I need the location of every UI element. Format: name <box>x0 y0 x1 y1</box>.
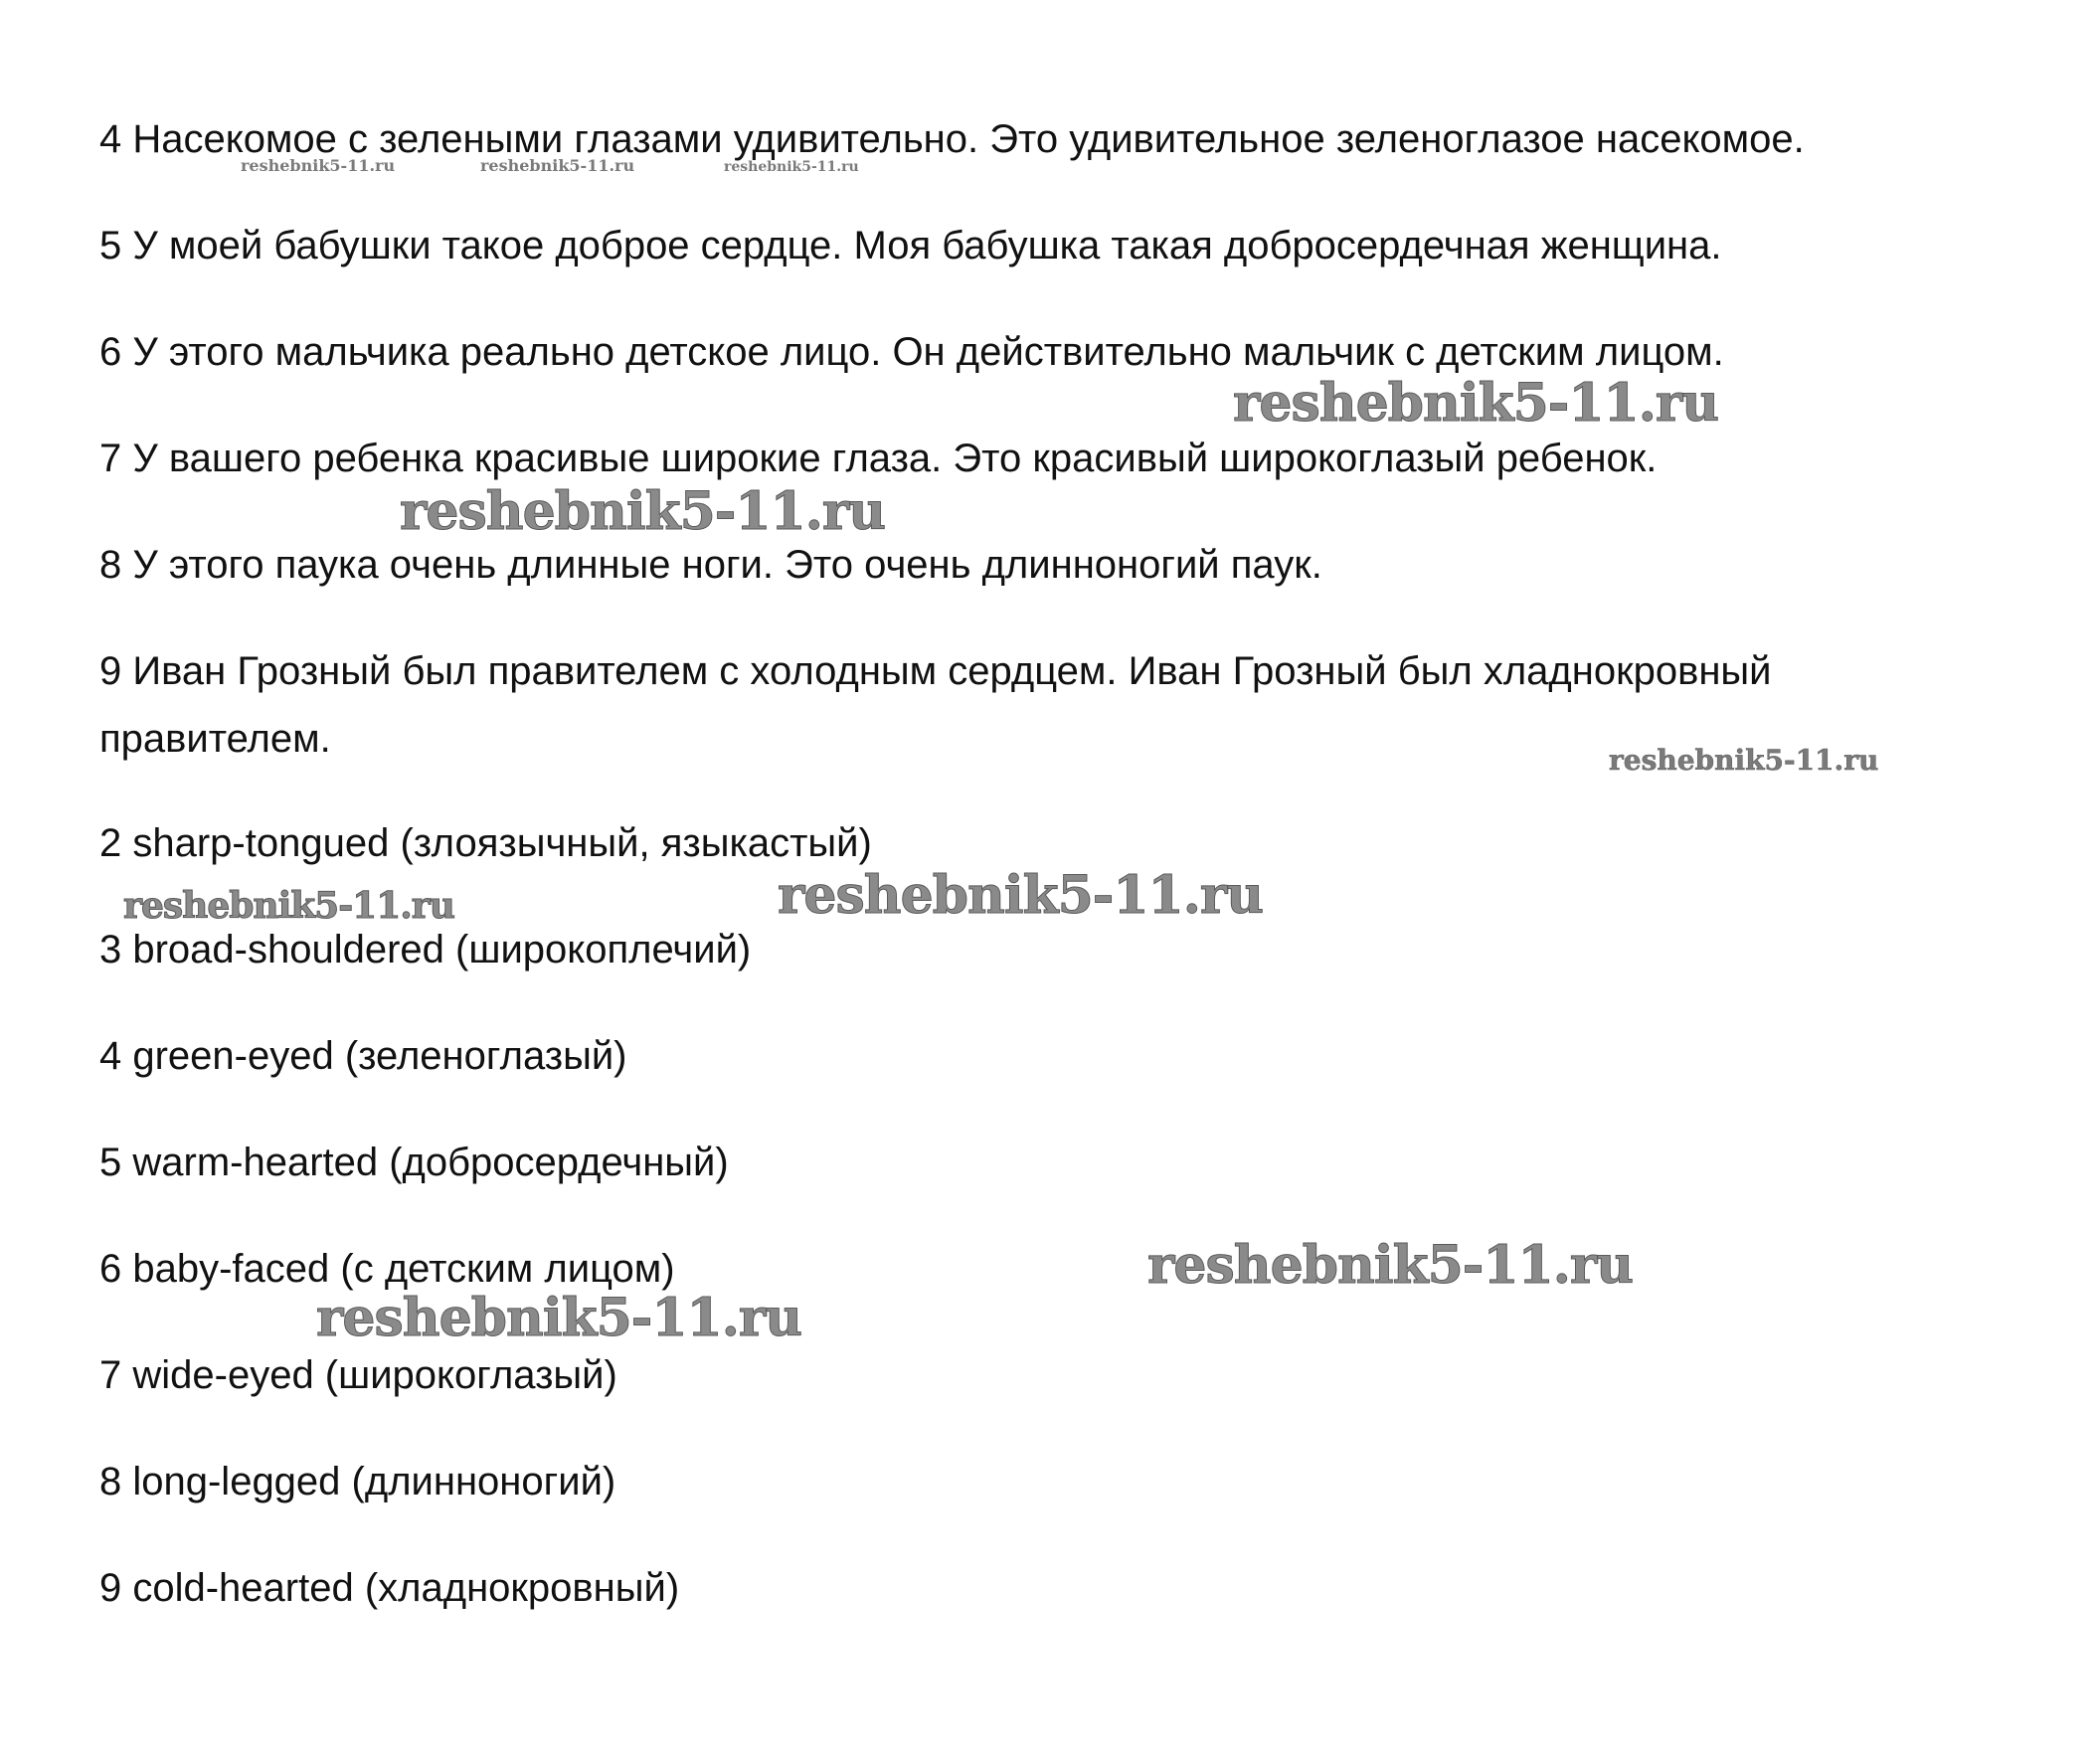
watermark: reshebnik5-11.ru <box>123 885 454 927</box>
answer-4: 4 green-eyed (зеленоглазый) <box>99 1034 627 1078</box>
watermark: reshebnik5-11.ru <box>480 156 635 175</box>
watermark: reshebnik5-11.ru <box>316 1288 802 1348</box>
answer-2: 2 sharp-tongued (злоязычный, языкастый) <box>99 821 872 865</box>
watermark: reshebnik5-11.ru <box>778 865 1264 926</box>
answer-5: 5 warm-hearted (добросердечный) <box>99 1141 729 1184</box>
sentence-9-part-1: 9 Иван Грозный был правителем с холодным сердцем. Иван Грозный был хладнокровный <box>99 649 1772 693</box>
watermark: reshebnik5-11.ru <box>1609 744 1879 777</box>
sentence-5: 5 У моей бабушки такое доброе сердце. Моя бабушка такая добросердечная женщина. <box>99 224 1722 267</box>
watermark: reshebnik5-11.ru <box>241 156 396 175</box>
answer-6: 6 baby-faced (с детским лицом) <box>99 1247 675 1291</box>
answer-3: 3 broad-shouldered (широкоплечий) <box>99 928 752 971</box>
answer-7: 7 wide-eyed (широкоглазый) <box>99 1353 617 1397</box>
watermark: reshebnik5-11.ru <box>400 481 886 542</box>
sentence-4: 4 Насекомое с зелеными глазами удивительно. Это удивительное зеленоглазое насекомое. <box>99 117 1805 161</box>
answer-9: 9 cold-hearted (хладнокровный) <box>99 1566 680 1610</box>
watermark: reshebnik5-11.ru <box>724 159 859 175</box>
sentence-6: 6 У этого мальчика реально детское лицо. Он действительно мальчик с детским лицом. <box>99 330 1724 374</box>
sentence-7: 7 У вашего ребенка красивые широкие глаза. Это красивый широкоглазый ребенок. <box>99 437 1658 480</box>
watermark: reshebnik5-11.ru <box>1233 373 1719 434</box>
sentence-9-part-2: правителем. <box>99 717 331 761</box>
sentence-8: 8 У этого паука очень длинные ноги. Это очень длинноногий паук. <box>99 543 1322 587</box>
answer-8: 8 long-legged (длинноногий) <box>99 1460 616 1503</box>
watermark: reshebnik5-11.ru <box>1147 1235 1634 1296</box>
